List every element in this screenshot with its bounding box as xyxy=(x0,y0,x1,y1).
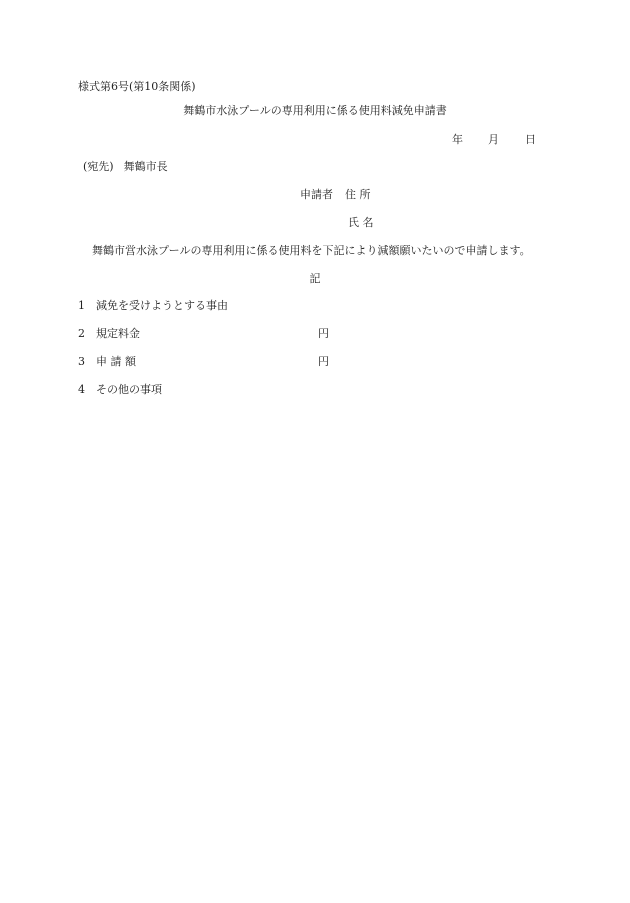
item-number: 3 xyxy=(78,355,85,368)
addressee xyxy=(83,160,168,174)
item-number: 2 xyxy=(78,327,85,340)
list-item xyxy=(0,299,630,313)
list-item xyxy=(0,355,630,369)
applicant-address-line xyxy=(300,188,371,202)
item-unit: 円 xyxy=(318,327,329,340)
date-day-label: 日 xyxy=(525,133,536,146)
item-label: その他の事項 xyxy=(96,383,162,396)
document-title: 舞鶴市水泳プールの専用利用に係る使用料減免申請書 xyxy=(183,104,447,117)
item-number: 4 xyxy=(78,383,85,396)
list-item xyxy=(0,327,630,341)
item-unit: 円 xyxy=(318,355,329,368)
item-number: 1 xyxy=(78,299,85,312)
item-label: 規定料金 xyxy=(96,327,140,340)
applicant-address-label: 住 所 xyxy=(345,188,371,201)
form-number: 様式第6号(第10条関係) xyxy=(78,80,196,93)
addressee-prefix: (宛先) xyxy=(83,160,114,173)
applicant-name-line xyxy=(348,216,374,230)
ki-heading: 記 xyxy=(309,272,321,285)
applicant-label: 申請者 xyxy=(300,188,333,201)
date-month-label: 月 xyxy=(488,133,499,146)
request-body-text: 舞鶴市営水泳プールの専用利用に係る使用料を下記により減額願いたいので申請します。 xyxy=(92,244,531,257)
item-label: 申 請 額 xyxy=(96,355,136,368)
addressee-name: 舞鶴市長 xyxy=(123,160,168,173)
item-label: 減免を受けようとする事由 xyxy=(96,299,228,312)
date-year-label: 年 xyxy=(452,133,463,146)
list-item xyxy=(0,383,630,397)
applicant-name-label: 氏 名 xyxy=(348,216,374,229)
